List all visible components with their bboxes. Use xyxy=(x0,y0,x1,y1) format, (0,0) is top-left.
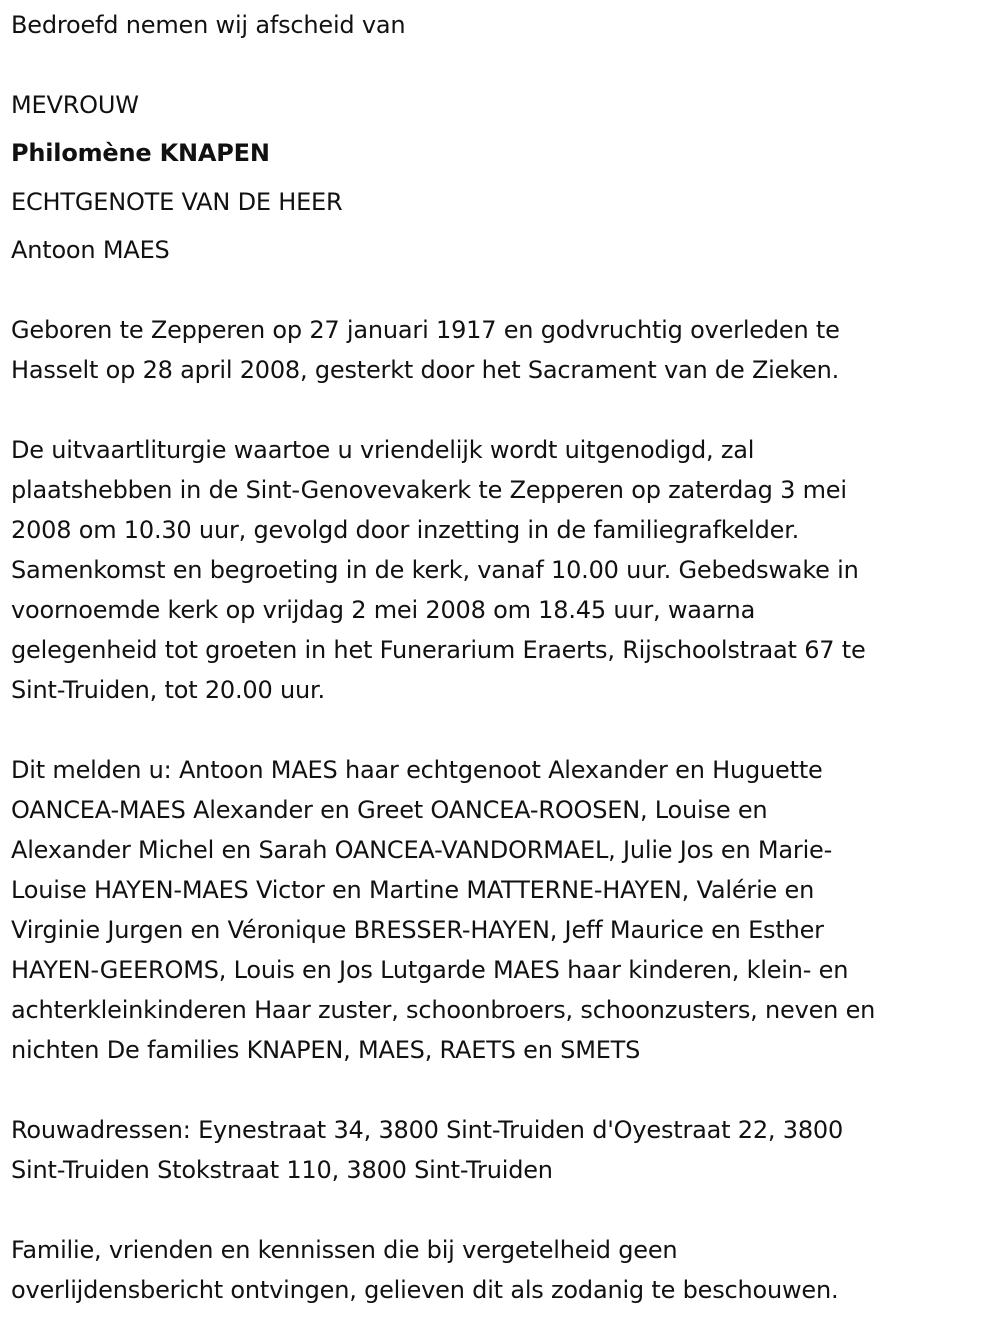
paragraph-closing xyxy=(11,1230,838,1310)
paragraph-line: 2008 om 10.30 uur, gevolgd door inzetting in de familiegrafkelder. xyxy=(11,516,800,544)
deceased-header xyxy=(11,81,343,274)
paragraph-birth-death xyxy=(11,310,840,390)
paragraph-line: Familie, vrienden en kennissen die bij vergetelheid geen xyxy=(11,1236,678,1264)
paragraph-line: gelegenheid tot groeten in het Funerarium Eraerts, Rijschoolstraat 67 te xyxy=(11,636,866,664)
paragraph-line: Rouwadressen: Eynestraat 34, 3800 Sint-Truiden d'Oyestraat 22, 3800 xyxy=(11,1116,844,1144)
paragraph-line: Alexander Michel en Sarah OANCEA-VANDORMAEL, Julie Jos en Marie- xyxy=(11,836,833,864)
paragraph-line: overlijdensbericht ontvingen, gelieven dit als zodanig te beschouwen. xyxy=(11,1276,839,1304)
paragraph-family xyxy=(11,750,875,1070)
paragraph-line: HAYEN-GEEROMS, Louis en Jos Lutgarde MAES haar kinderen, klein- en xyxy=(11,956,849,984)
paragraph-line: De uitvaartliturgie waartoe u vriendelijk wordt uitgenodigd, zal xyxy=(11,436,755,464)
paragraph-line: Virginie Jurgen en Véronique BRESSER-HAYEN, Jeff Maurice en Esther xyxy=(11,916,824,944)
paragraph-addresses xyxy=(11,1110,843,1190)
paragraph-funeral xyxy=(11,430,866,710)
spouse-name: Antoon MAES xyxy=(11,235,170,264)
paragraph-line: Sint-Truiden Stokstraat 110, 3800 Sint-Truiden xyxy=(11,1156,553,1184)
intro-block xyxy=(11,5,405,45)
paragraph-line: Dit melden u: Antoon MAES haar echtgenoot Alexander en Huguette xyxy=(11,756,823,784)
paragraph-line: Geboren te Zepperen op 27 januari 1917 en godvruchtig overleden te xyxy=(11,316,840,344)
title-prefix: MEVROUW xyxy=(11,91,139,119)
paragraph-line: achterkleinkinderen Haar zuster, schoonbroers, schoonzusters, neven en xyxy=(11,996,876,1024)
intro-text: Bedroefd nemen wij afscheid van xyxy=(11,11,406,39)
paragraph-line: OANCEA-MAES Alexander en Greet OANCEA-ROOSEN, Louise en xyxy=(11,796,768,824)
paragraph-line: Samenkomst en begroeting in de kerk, vanaf 10.00 uur. Gebedswake in xyxy=(11,556,859,584)
deceased-name: Philomène KNAPEN xyxy=(11,139,270,168)
paragraph-line: Sint-Truiden, tot 20.00 uur. xyxy=(11,676,325,704)
paragraph-line: voornoemde kerk op vrijdag 2 mei 2008 om 18.45 uur, waarna xyxy=(11,596,756,624)
relation-text: ECHTGENOTE VAN DE HEER xyxy=(11,187,343,216)
paragraph-line: Hasselt op 28 april 2008, gesterkt door het Sacrament van de Zieken. xyxy=(11,356,840,384)
paragraph-line: nichten De families KNAPEN, MAES, RAETS en SMETS xyxy=(11,1036,641,1064)
paragraph-line: Louise HAYEN-MAES Victor en Martine MATTERNE-HAYEN, Valérie en xyxy=(11,876,815,904)
paragraph-line: plaatshebben in de Sint-Genovevakerk te Zepperen op zaterdag 3 mei xyxy=(11,476,847,504)
